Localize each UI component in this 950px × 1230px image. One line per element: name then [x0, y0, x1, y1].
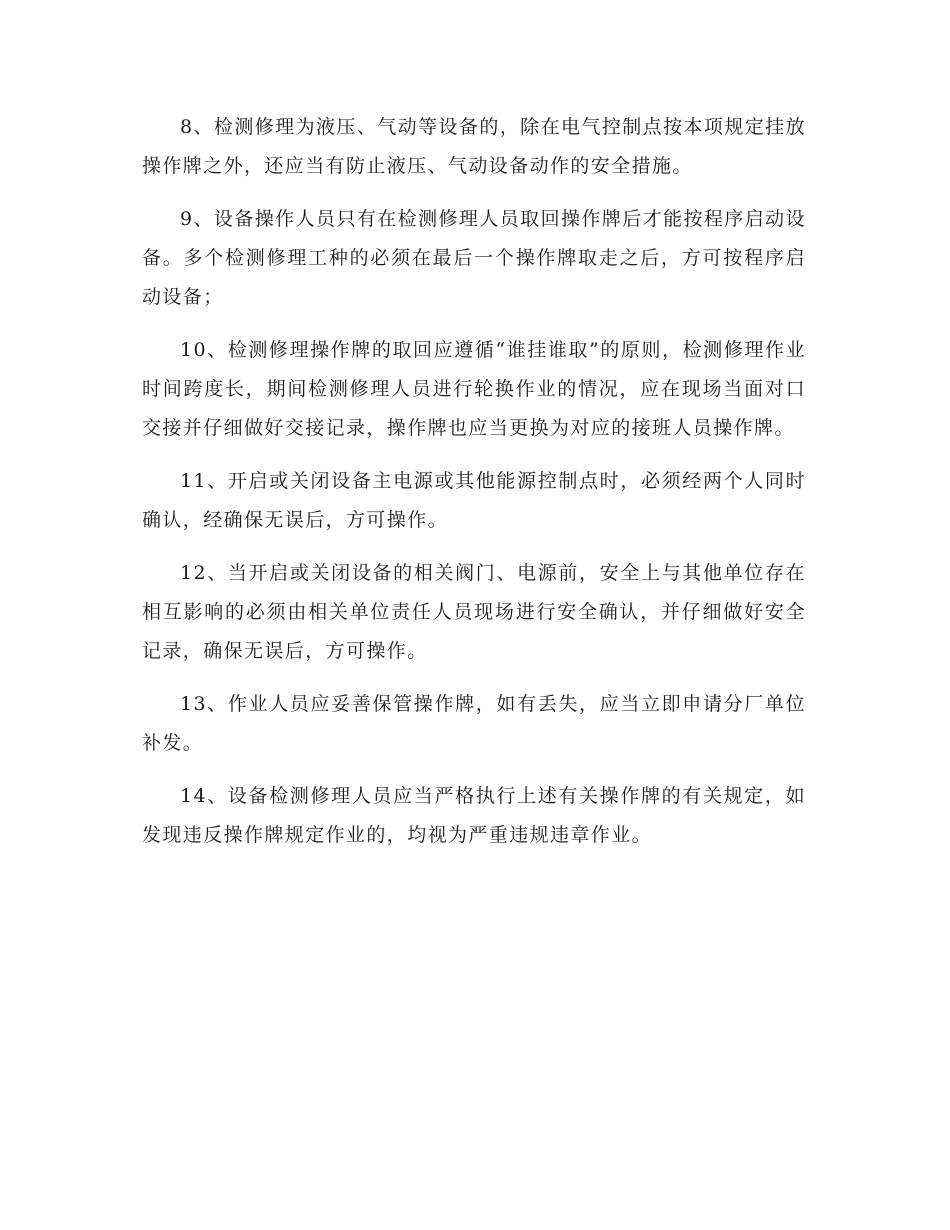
paragraph-item-12: 12、当开启或关闭设备的相关阀门、电源前，安全上与其他单位存在相互影响的必须由相关单位责任人员现场进行安全确认，并仔细做好安全记录，确保无误后，方可操作。 — [142, 562, 806, 662]
paragraph-item-8: 8、检测修理为液压、气动等设备的，除在电气控制点按本项规定挂放操作牌之外，还应当有防止液压、气动设备动作的安全措施。 — [142, 116, 806, 177]
paragraph-item-9: 9、设备操作人员只有在检测修理人员取回操作牌后才能按程序启动设备。多个检测修理工种的必须在最后一个操作牌取走之后，方可按程序启动设备； — [142, 208, 806, 308]
paragraph-item-10: 10、检测修理操作牌的取回应遵循“谁挂谁取”的原则，检测修理作业时间跨度长，期间检测修理人员进行轮换作业的情况，应在现场当面对口交接并仔细做好交接记录，操作牌也应当更换为对应的接班人员操作牌。 — [142, 339, 806, 439]
paragraph-item-14: 14、设备检测修理人员应当严格执行上述有关操作牌的有关规定，如发现违反操作牌规定作业的，均视为严重违规违章作业。 — [142, 785, 806, 846]
paragraph-item-11: 11、开启或关闭设备主电源或其他能源控制点时，必须经两个人同时确认，经确保无误后，方可操作。 — [142, 470, 806, 531]
document-body — [142, 108, 806, 869]
paragraph-item-13: 13、作业人员应妥善保管操作牌，如有丢失，应当立即申请分厂单位补发。 — [142, 693, 806, 754]
